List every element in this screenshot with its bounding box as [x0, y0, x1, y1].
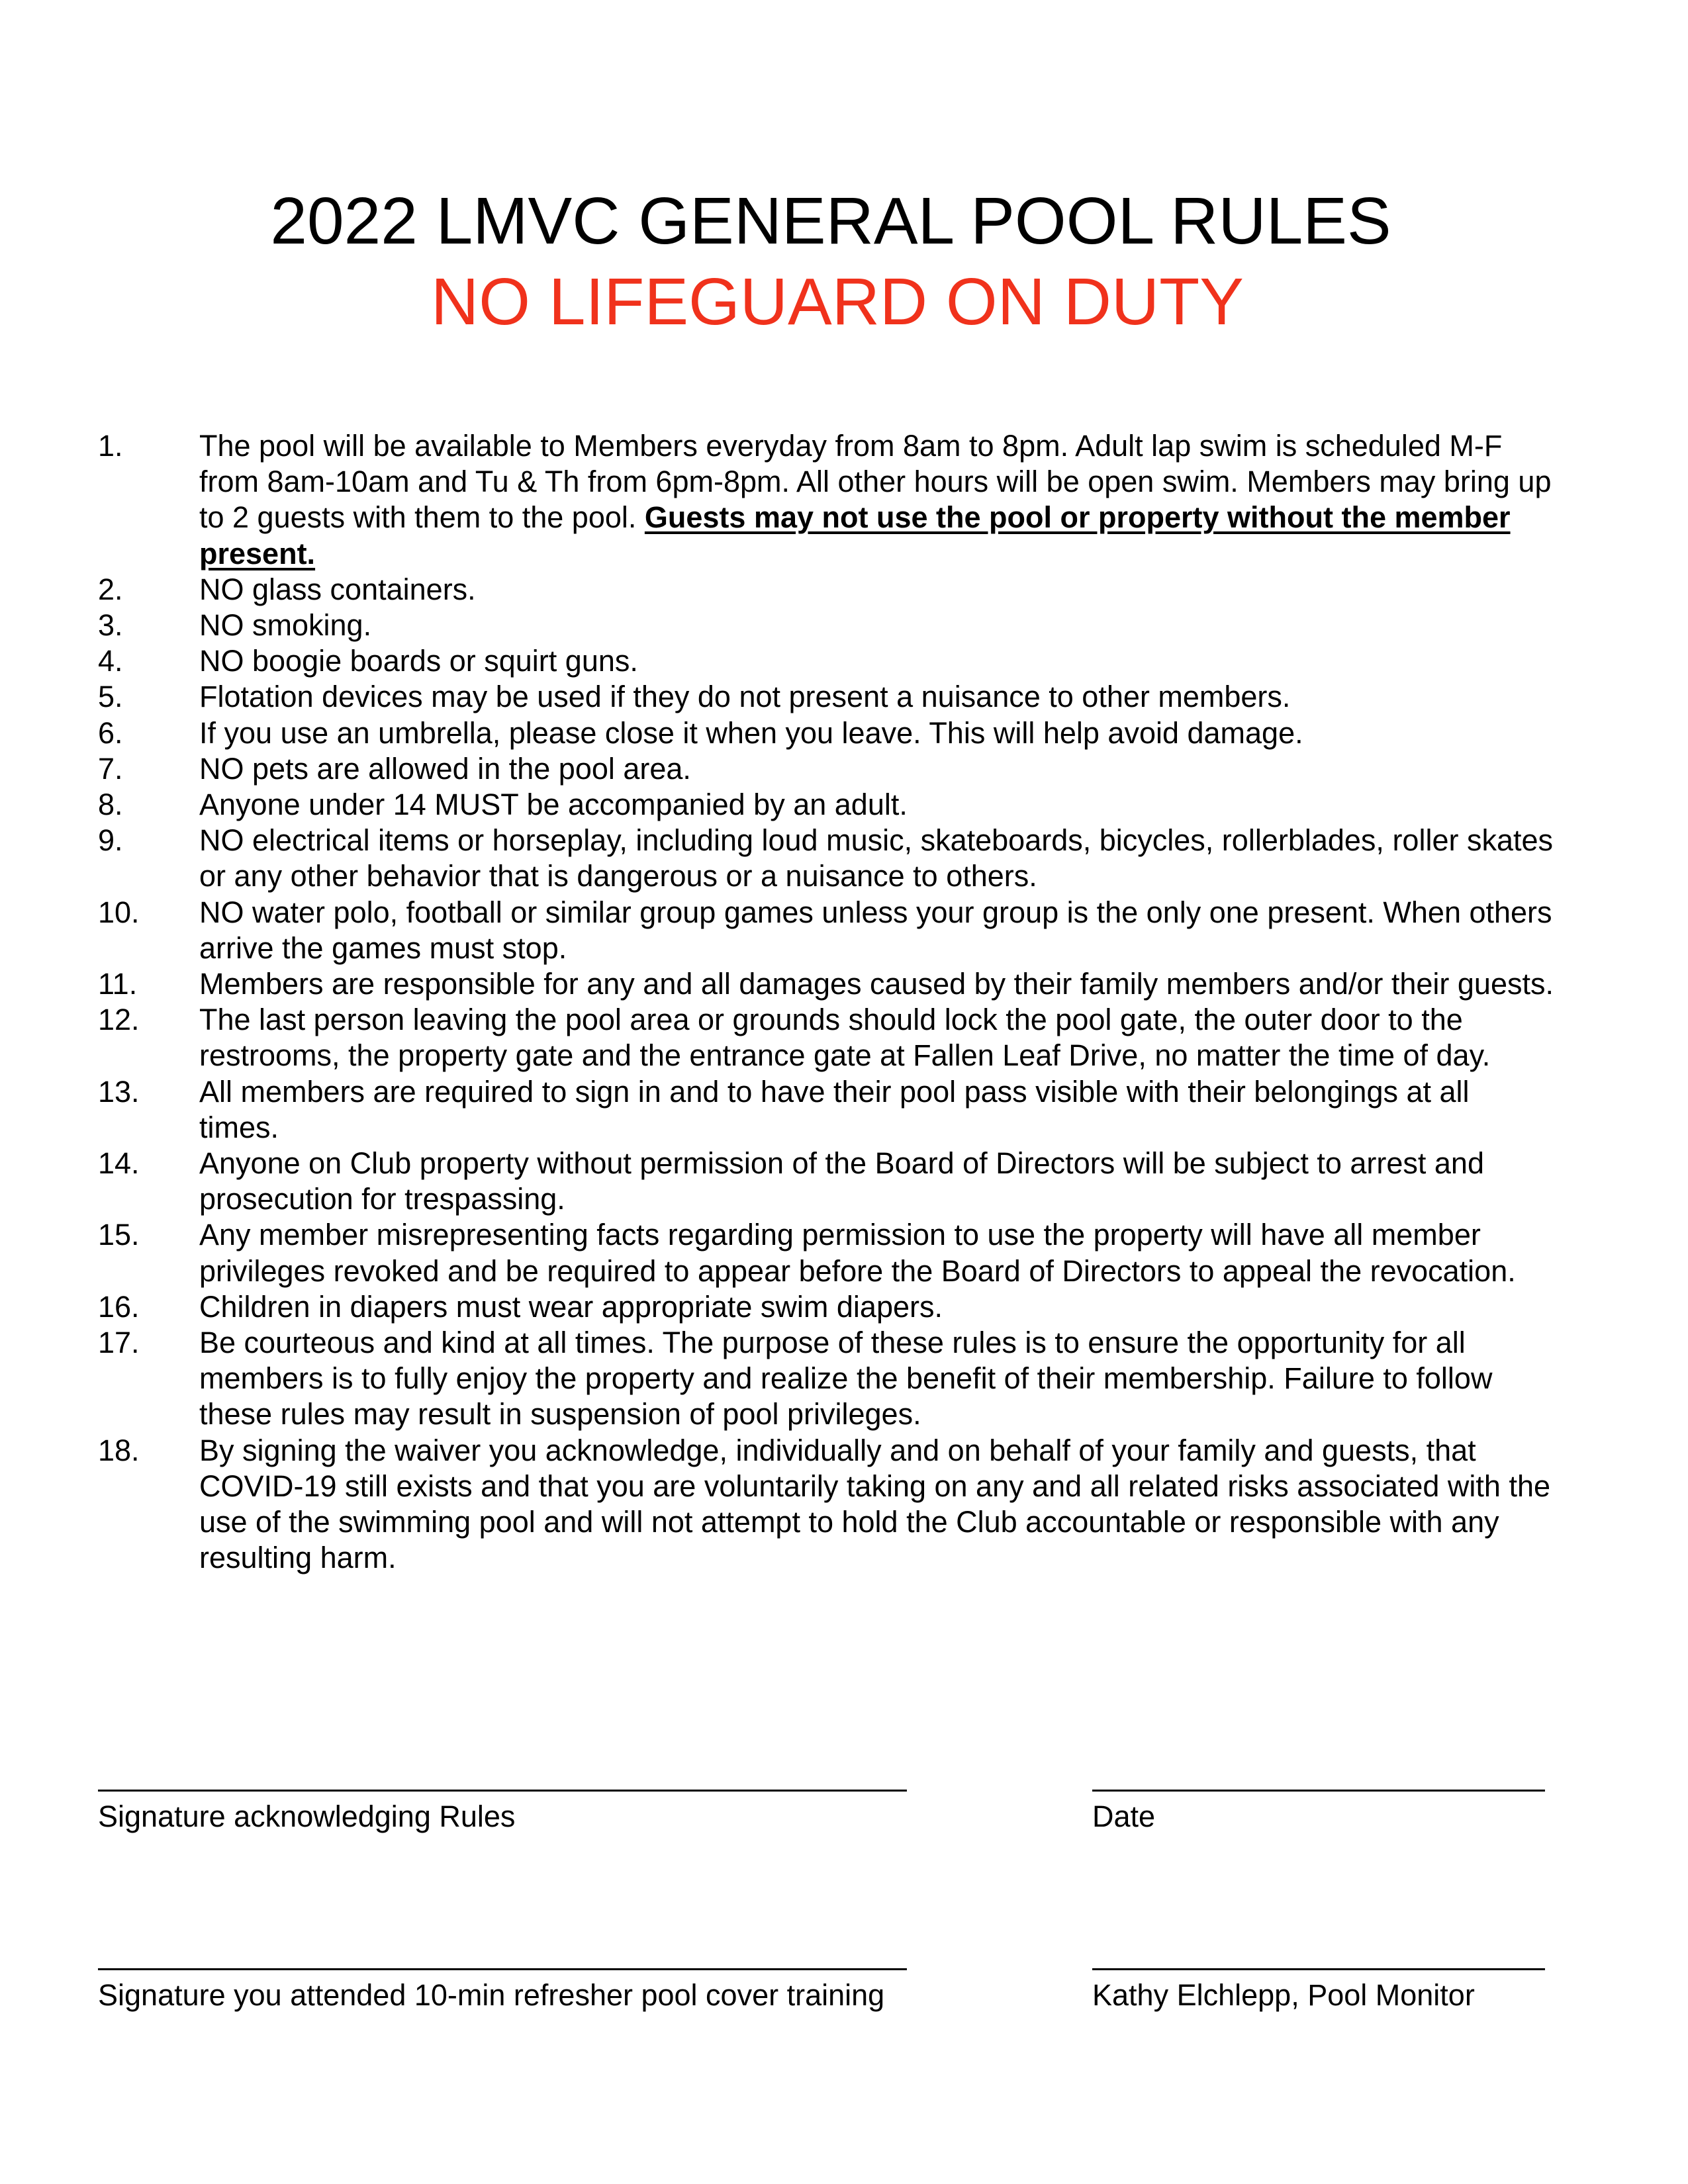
training-signature-label: Signature you attended 10-min refresher pool cover training	[98, 1978, 885, 2012]
monitor-signature-line[interactable]	[1092, 1968, 1545, 1970]
rules-list	[98, 428, 1554, 1576]
rule-number: 15.	[98, 1218, 140, 1252]
rule-text: NO pets are allowed in the pool area.	[199, 751, 691, 786]
training-signature-line[interactable]	[98, 1968, 907, 1970]
rule-text: Any member misrepresenting facts regarding permission to use the property will have all member privileges revoked and be required to appear before the Board of Directors to appeal the revocation.	[199, 1218, 1516, 1288]
rule-number: 9.	[98, 823, 123, 858]
page-title: 2022 LMVC GENERAL POOL RULES	[270, 184, 1391, 258]
rule-number: 11.	[98, 967, 138, 1001]
date-label: Date	[1092, 1799, 1156, 1833]
rule-number: 18.	[98, 1433, 140, 1467]
rule-item-9	[98, 823, 1554, 894]
rule-emphasis: Guests may not use the pool or property without the member present.	[199, 500, 1511, 570]
rule-text: NO boogie boards or squirt guns.	[199, 644, 638, 678]
rule-number: 8.	[98, 788, 123, 822]
rule-text: Members are responsible for any and all damages caused by their family members and/or their guests.	[199, 967, 1554, 1001]
rule-text: Anyone on Club property without permission of the Board of Directors will be subject to arrest and prosecution for trespassing.	[199, 1146, 1484, 1216]
rule-text: The last person leaving the pool area or grounds should lock the pool gate, the outer door to the restrooms, the property gate and the entrance gate at Fallen Leaf Drive, no matter the time of day.	[199, 1003, 1491, 1073]
rule-item-15	[98, 1217, 1554, 1289]
rule-text: NO glass containers.	[199, 572, 476, 606]
rule-item-4	[98, 643, 1554, 679]
rule-item-5	[98, 679, 1554, 715]
rule-item-12	[98, 1002, 1554, 1073]
rule-number: 1.	[98, 429, 123, 463]
rule-item-8	[98, 787, 1554, 823]
rule-number: 13.	[98, 1074, 140, 1109]
rule-number: 16.	[98, 1289, 140, 1324]
rule-item-14	[98, 1146, 1554, 1217]
rule-text: If you use an umbrella, please close it when you leave. This will help avoid damage.	[199, 715, 1303, 750]
rule-item-2	[98, 572, 1554, 608]
rule-number: 12.	[98, 1003, 140, 1037]
rule-number: 17.	[98, 1326, 140, 1360]
rule-item-6	[98, 715, 1554, 751]
rule-item-16	[98, 1289, 1554, 1325]
rule-text: Anyone under 14 MUST be accompanied by an adult.	[199, 788, 908, 822]
date-line[interactable]	[1092, 1790, 1545, 1792]
rule-text: Be courteous and kind at all times. The purpose of these rules is to ensure the opportunity for all members is to fully enjoy the property and realize the benefit of their membership. Failure to follow these rules may result in suspension of pool privileges.	[199, 1326, 1493, 1432]
rule-number: 5.	[98, 680, 123, 714]
rule-text: Children in diapers must wear appropriate swim diapers.	[199, 1289, 943, 1324]
rule-text: Flotation devices may be used if they do not present a nuisance to other members.	[199, 680, 1291, 714]
rule-number: 14.	[98, 1146, 140, 1181]
rule-item-3	[98, 608, 1554, 643]
rule-item-7	[98, 751, 1554, 787]
rule-number: 7.	[98, 751, 123, 786]
rule-item-17	[98, 1325, 1554, 1433]
rule-text: NO water polo, football or similar group games unless your group is the only one present. When others arrive the games must stop.	[199, 895, 1552, 965]
rule-text: By signing the waiver you acknowledge, individually and on behalf of your family and guests, that COVID-19 still exists and that you are voluntarily taking on any and all related risks associated with the use of the swimming pool and will not attempt to hold the Club accountable or responsible with any resulting harm.	[199, 1433, 1551, 1575]
rule-number: 2.	[98, 572, 123, 606]
rule-text: The pool will be available to Members everyday from 8am to 8pm. Adult lap swim is scheduled M-F from 8am-10am and Tu & Th from 6pm-8pm. All other hours will be open swim. Members may bring up to 2 guests with them to the pool.	[199, 429, 1552, 535]
rule-number: 10.	[98, 895, 140, 929]
monitor-signature-label: Kathy Elchlepp, Pool Monitor	[1092, 1978, 1475, 2012]
rule-number: 6.	[98, 715, 123, 750]
rule-item-13	[98, 1074, 1554, 1146]
rule-item-10	[98, 895, 1554, 966]
rule-item-11	[98, 966, 1554, 1002]
rule-text: NO electrical items or horseplay, including loud music, skateboards, bicycles, rollerblades, roller skates or any other behavior that is dangerous or a nuisance to others.	[199, 823, 1554, 893]
rules-signature-line[interactable]	[98, 1790, 907, 1792]
page-subtitle: NO LIFEGUARD ON DUTY	[431, 265, 1244, 339]
rule-text: NO smoking.	[199, 608, 372, 643]
rules-signature-label: Signature acknowledging Rules	[98, 1799, 516, 1833]
rule-number: 3.	[98, 608, 123, 643]
rule-text: All members are required to sign in and to have their pool pass visible with their belongings at all times.	[199, 1074, 1470, 1144]
rule-item-18	[98, 1433, 1554, 1576]
rule-number: 4.	[98, 644, 123, 678]
rule-item-1	[98, 428, 1554, 572]
